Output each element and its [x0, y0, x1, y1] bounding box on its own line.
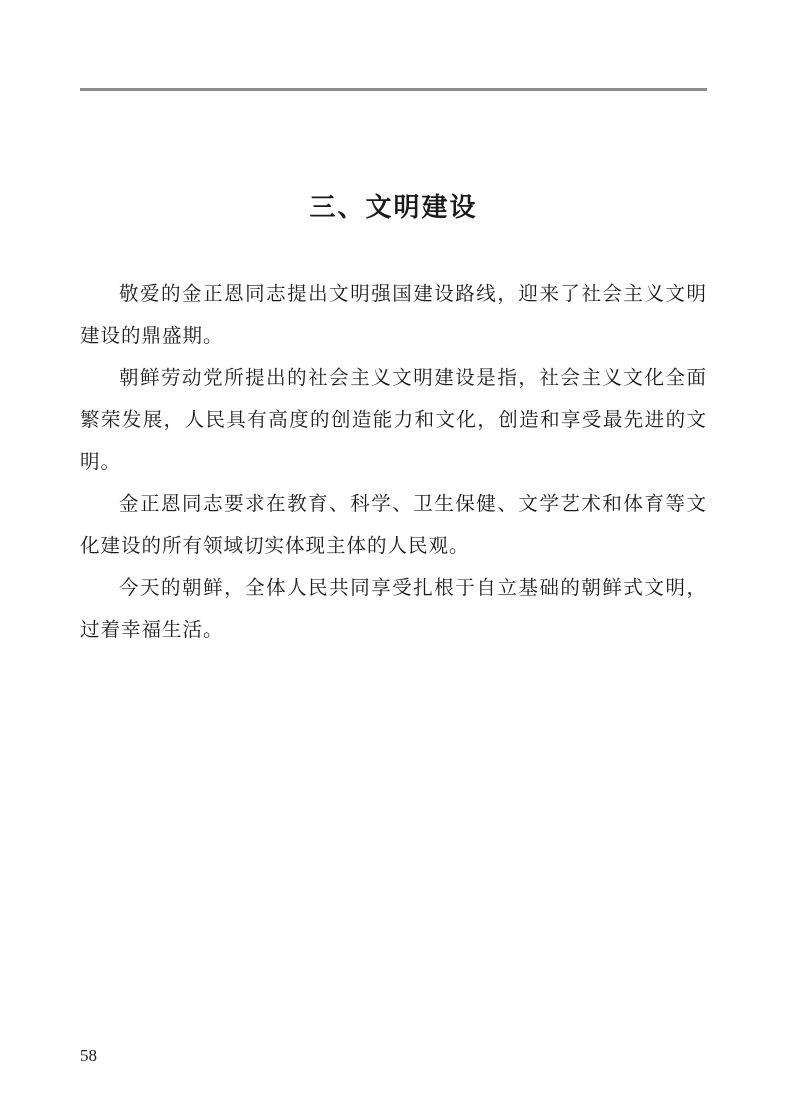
paragraph-3: 金正恩同志要求在教育、科学、卫生保健、文学艺术和体育等文化建设的所有领域切实体现主体的人民观。 — [80, 492, 707, 557]
body-text — [80, 273, 707, 651]
paragraph-4: 今天的朝鲜，全体人民共同享受扎根于自立基础的朝鲜式文明，过着幸福生活。 — [80, 576, 707, 641]
paragraph-2: 朝鲜劳动党所提出的社会主义文明建设是指，社会主义文化全面繁荣发展，人民具有高度的创造能力和文化，创造和享受最先进的文明。 — [80, 366, 707, 473]
paragraph-1: 敬爱的金正恩同志提出文明强国建设路线，迎来了社会主义文明建设的鼎盛期。 — [80, 282, 707, 347]
header-rule — [80, 88, 707, 91]
page-number: 58 — [80, 1046, 97, 1065]
section-title: 三、文明建设 — [309, 193, 478, 223]
